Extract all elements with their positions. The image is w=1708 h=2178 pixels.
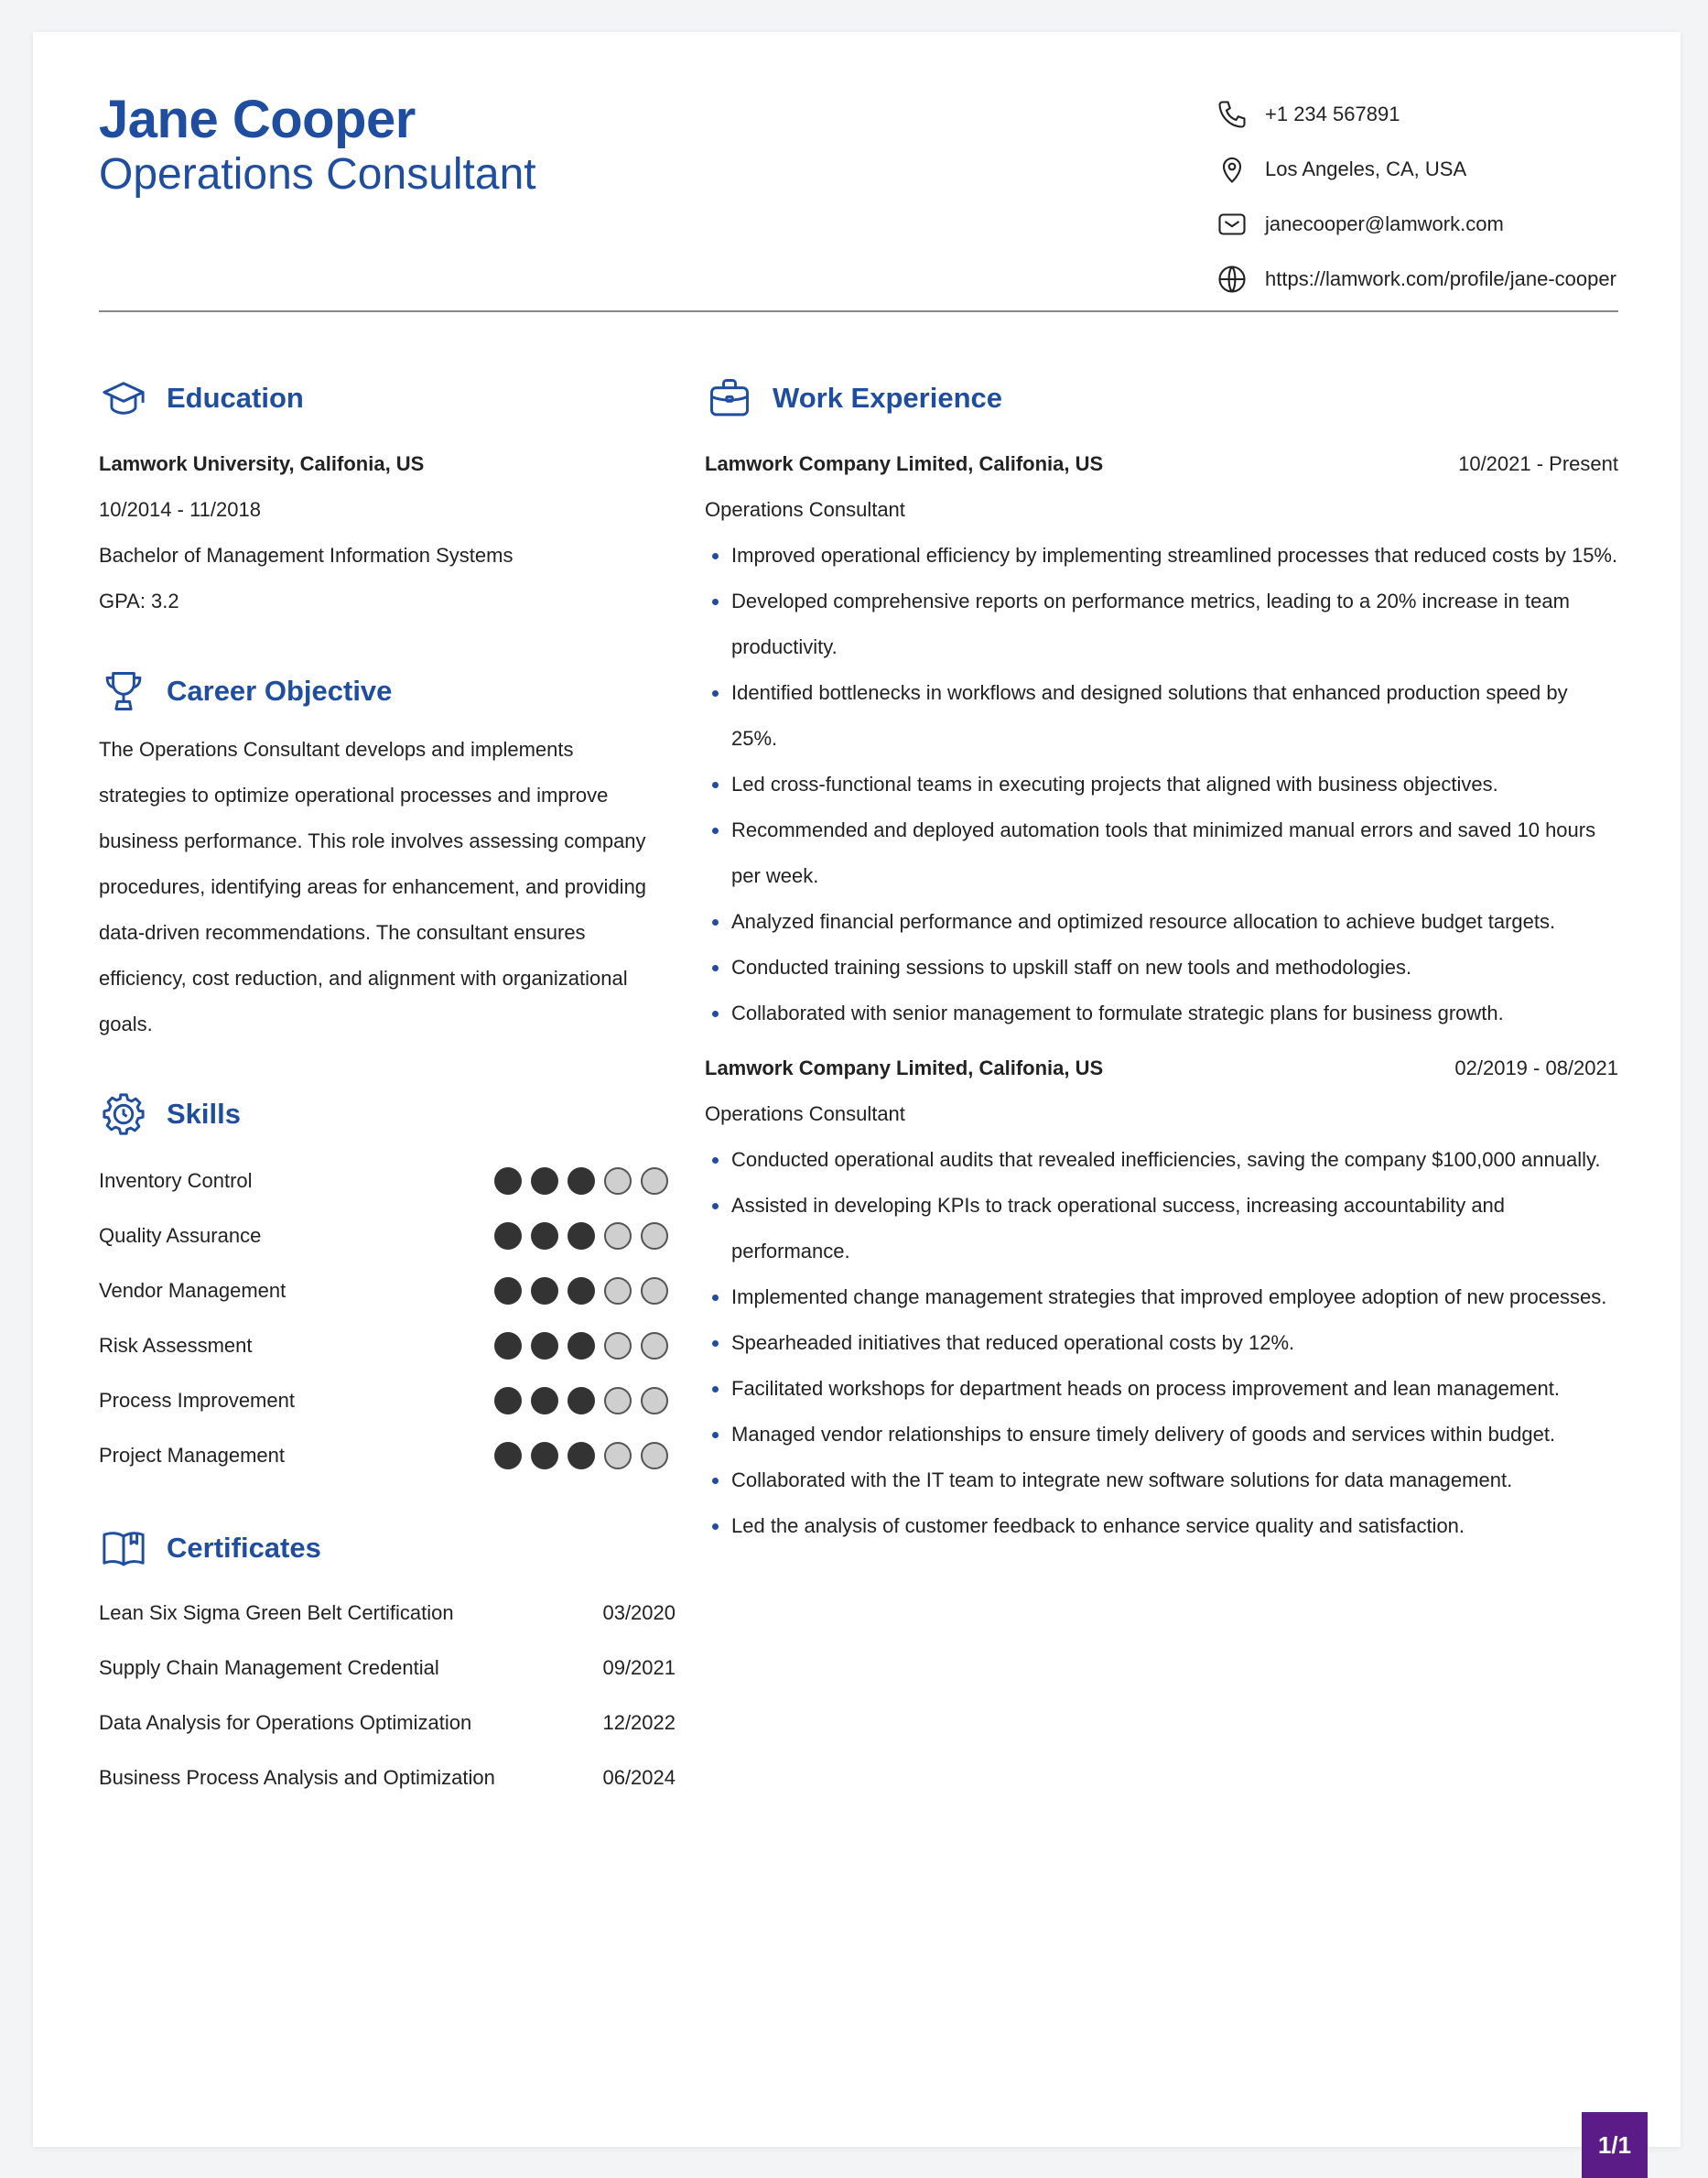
resume-page <box>33 32 1681 2159</box>
rating-dot-empty <box>604 1222 632 1250</box>
company-name: Lamwork Company Limited, Califonia, US <box>705 452 1104 475</box>
book-icon <box>99 1523 148 1573</box>
skills-list <box>99 1154 676 1483</box>
rating-dot-empty <box>604 1167 632 1195</box>
rating-dot-filled <box>531 1222 558 1250</box>
location-pin-icon <box>1214 151 1250 188</box>
objective-line: The Operations Consultant develops and implements <box>99 738 574 761</box>
job-bullet: Implemented change management strategies that improved employee adoption of new processes. <box>705 1274 1618 1320</box>
rating-dot-empty <box>641 1332 668 1360</box>
certificate-name: Data Analysis for Operations Optimization <box>99 1711 472 1734</box>
skill-row <box>99 1428 676 1483</box>
objective-line: goals. <box>99 1013 153 1035</box>
job-bullet: Managed vendor relationships to ensure timely delivery of goods and services within budget. <box>705 1412 1618 1457</box>
job-bullet: Collaborated with senior management to formulate strategic plans for business growth. <box>705 991 1618 1036</box>
certificate-name: Supply Chain Management Credential <box>99 1656 439 1679</box>
rating-dot-filled <box>568 1222 595 1250</box>
job-bullet: Conducted training sessions to upskill staff on new tools and methodologies. <box>705 945 1618 991</box>
skill-row <box>99 1373 676 1428</box>
skill-name: Vendor Management <box>99 1279 286 1302</box>
certificate-row <box>99 1696 676 1750</box>
candidate-name: Jane Cooper <box>99 90 416 149</box>
trophy-icon <box>99 666 148 716</box>
contact-email <box>1214 197 1644 252</box>
rating-dot-filled <box>568 1442 595 1469</box>
job-bullet: Led the analysis of customer feedback to enhance service quality and satisfaction. <box>705 1503 1618 1549</box>
certificate-row <box>99 1641 676 1696</box>
certificate-date: 09/2021 <box>602 1656 676 1679</box>
skill-row <box>99 1318 676 1373</box>
skill-rating <box>494 1387 668 1414</box>
objective-text <box>99 727 676 1047</box>
briefcase-icon <box>705 374 754 423</box>
header-divider <box>99 310 1618 312</box>
education-entry <box>99 441 676 624</box>
job-bullet: Analyzed financial performance and optimized resource allocation to achieve budget targets. <box>705 899 1618 945</box>
rating-dot-filled <box>568 1332 595 1360</box>
certificate-row <box>99 1586 676 1641</box>
rating-dot-filled <box>531 1277 558 1305</box>
job-dates: 10/2021 - Present <box>1458 452 1618 475</box>
certificate-row <box>99 1750 676 1805</box>
rating-dot-filled <box>531 1387 558 1414</box>
certificate-name: Lean Six Sigma Green Belt Certification <box>99 1601 454 1624</box>
job-bullet: Recommended and deployed automation tools that minimized manual errors and saved 10 hours per week. <box>705 807 1618 899</box>
job-bullets <box>705 533 1618 1036</box>
skill-row <box>99 1208 676 1263</box>
job-header <box>705 441 1618 487</box>
right-column <box>705 375 1618 1549</box>
rating-dot-empty <box>641 1222 668 1250</box>
job-bullets <box>705 1137 1618 1549</box>
certificate-name: Business Process Analysis and Optimization <box>99 1766 495 1789</box>
contact-website <box>1214 252 1644 307</box>
skill-row <box>99 1154 676 1208</box>
left-column <box>99 375 676 1805</box>
job-bullet: Conducted operational audits that revealed inefficiencies, saving the company $100,000 annually. <box>705 1137 1618 1183</box>
mail-icon <box>1214 206 1250 243</box>
skill-rating <box>494 1442 668 1469</box>
contact-phone <box>1214 87 1644 142</box>
objective-line: data-driven recommendations. The consultant ensures <box>99 921 586 944</box>
contact-location <box>1214 142 1644 197</box>
job-bullet: Spearheaded initiatives that reduced operational costs by 12%. <box>705 1320 1618 1366</box>
gear-icon <box>99 1089 148 1139</box>
page-indicator[interactable]: 1/1 <box>1582 2112 1648 2178</box>
jobs-list <box>705 441 1618 1549</box>
job-dates: 02/2019 - 08/2021 <box>1454 1056 1618 1079</box>
skill-rating <box>494 1332 668 1360</box>
skill-name: Project Management <box>99 1444 285 1467</box>
education-dates: 10/2014 - 11/2018 <box>99 498 261 521</box>
rating-dot-empty <box>641 1277 668 1305</box>
graduation-cap-icon <box>99 374 148 423</box>
job-header <box>705 1046 1618 1091</box>
skill-rating <box>494 1277 668 1305</box>
rating-dot-empty <box>641 1387 668 1414</box>
rating-dot-filled <box>494 1442 522 1469</box>
skill-name: Risk Assessment <box>99 1334 253 1357</box>
rating-dot-filled <box>531 1332 558 1360</box>
website-link[interactable]: https://lamwork.com/profile/jane-cooper <box>1265 267 1616 290</box>
work-heading: Work Experience <box>705 375 1618 421</box>
rating-dot-filled <box>531 1167 558 1195</box>
certificate-date: 12/2022 <box>602 1711 676 1734</box>
rating-dot-empty <box>641 1442 668 1469</box>
gpa: GPA: 3.2 <box>99 590 179 612</box>
certificate-date: 06/2024 <box>602 1766 676 1789</box>
rating-dot-filled <box>494 1332 522 1360</box>
globe-icon <box>1214 261 1250 298</box>
rating-dot-filled <box>494 1277 522 1305</box>
rating-dot-empty <box>604 1442 632 1469</box>
job-bullet: Facilitated workshops for department heads on process improvement and lean management. <box>705 1366 1618 1412</box>
rating-dot-filled <box>568 1387 595 1414</box>
job-bullet: Led cross-functional teams in executing projects that aligned with business objectives. <box>705 762 1618 807</box>
objective-line: procedures, identifying areas for enhancement, and providing <box>99 875 647 898</box>
skill-name: Process Improvement <box>99 1389 295 1412</box>
candidate-title: Operations Consultant <box>99 150 536 199</box>
objective-line: business performance. This role involves assessing company <box>99 829 646 852</box>
skill-rating <box>494 1222 668 1250</box>
skills-heading: Skills <box>99 1091 676 1137</box>
job-bullet: Identified bottlenecks in workflows and designed solutions that enhanced production speed by 25%. <box>705 670 1618 762</box>
email-link[interactable]: janecooper@lamwork.com <box>1265 212 1504 235</box>
certificates-heading: Certificates <box>99 1525 676 1571</box>
job-role: Operations Consultant <box>705 1102 905 1125</box>
objective-line: strategies to optimize operational processes and improve <box>99 784 609 807</box>
job-bullet: Collaborated with the IT team to integrate new software solutions for data management. <box>705 1457 1618 1503</box>
rating-dot-filled <box>531 1442 558 1469</box>
rating-dot-empty <box>604 1332 632 1360</box>
contact-list <box>1214 87 1644 307</box>
education-heading: Education <box>99 375 676 421</box>
job-role: Operations Consultant <box>705 498 905 521</box>
rating-dot-filled <box>568 1167 595 1195</box>
objective-heading: Career Objective <box>99 668 676 714</box>
objective-line: efficiency, cost reduction, and alignment with organizational <box>99 967 628 990</box>
skill-row <box>99 1263 676 1318</box>
company-name: Lamwork Company Limited, Califonia, US <box>705 1056 1104 1079</box>
rating-dot-filled <box>568 1277 595 1305</box>
job-entry <box>705 1046 1618 1549</box>
skill-rating <box>494 1167 668 1195</box>
location-text: Los Angeles, CA, USA <box>1265 157 1467 180</box>
job-entry <box>705 441 1618 1036</box>
rating-dot-filled <box>494 1167 522 1195</box>
school-name: Lamwork University, Califonia, US <box>99 452 425 475</box>
degree: Bachelor of Management Information Systems <box>99 544 513 567</box>
phone-text: +1 234 567891 <box>1265 103 1400 125</box>
certificate-date: 03/2020 <box>602 1601 676 1624</box>
rating-dot-empty <box>604 1387 632 1414</box>
phone-icon <box>1214 96 1250 133</box>
certificates-list <box>99 1586 676 1805</box>
rating-dot-filled <box>494 1222 522 1250</box>
rating-dot-empty <box>604 1277 632 1305</box>
skill-name: Inventory Control <box>99 1169 253 1192</box>
job-bullet: Improved operational efficiency by implementing streamlined processes that reduced costs by 15%. <box>705 533 1618 579</box>
skill-name: Quality Assurance <box>99 1224 262 1247</box>
rating-dot-filled <box>494 1387 522 1414</box>
job-bullet: Developed comprehensive reports on performance metrics, leading to a 20% increase in team productivity. <box>705 579 1618 670</box>
job-bullet: Assisted in developing KPIs to track operational success, increasing accountability and performance. <box>705 1183 1618 1274</box>
rating-dot-empty <box>641 1167 668 1195</box>
